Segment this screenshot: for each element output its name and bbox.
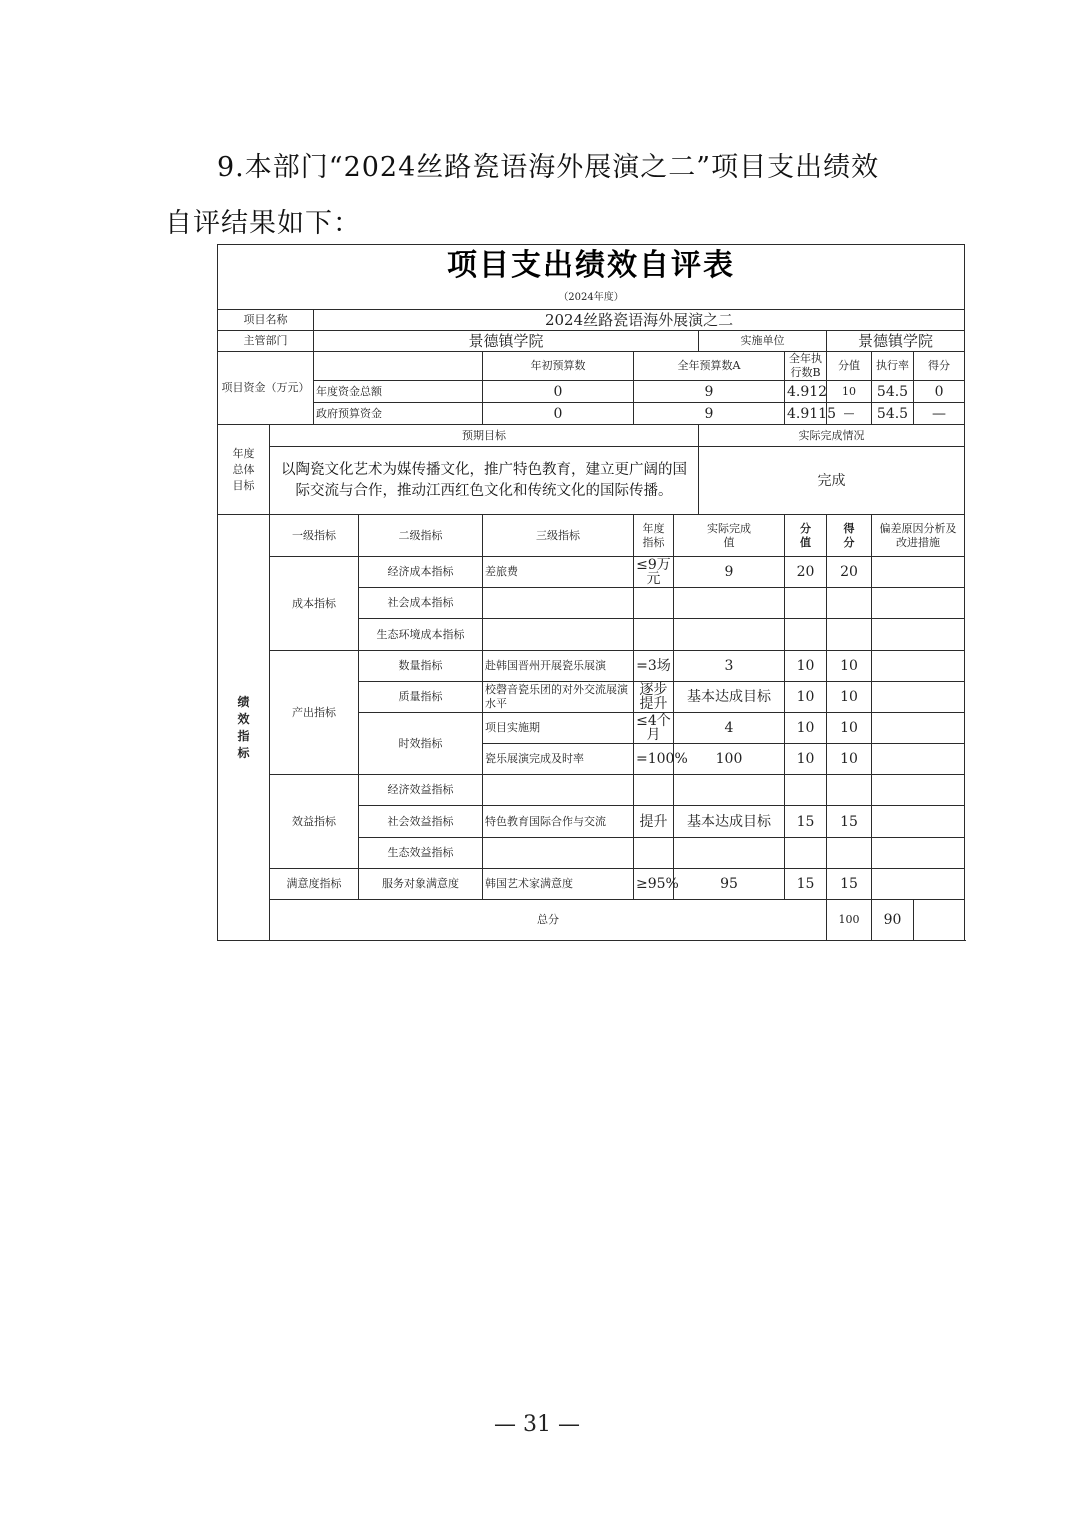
level2: 社会成本指标 xyxy=(359,588,483,619)
target: ≥95% xyxy=(634,869,674,900)
funds-header: 执行率 xyxy=(872,352,914,381)
value: 10 xyxy=(785,713,827,744)
intro-paragraph xyxy=(165,140,925,252)
level2: 生态环境成本指标 xyxy=(359,619,483,651)
score: 10 xyxy=(827,682,872,713)
perf-header xyxy=(674,515,785,557)
level2: 经济成本指标 xyxy=(359,557,483,588)
level2: 服务对象满意度 xyxy=(359,869,483,900)
actual: 9 xyxy=(674,557,785,588)
perf-label-text: 绩效指标 xyxy=(237,694,250,760)
note xyxy=(872,682,965,713)
funds-row-name: 政府预算资金 xyxy=(314,403,483,425)
actual: 3 xyxy=(674,651,785,682)
funds-label: 项目资金（万元） xyxy=(218,352,314,425)
level1-cost: 成本指标 xyxy=(270,557,359,651)
actual: 基本达成目标 xyxy=(674,806,785,838)
note xyxy=(872,869,965,900)
value: 10 xyxy=(785,744,827,775)
funds-header: 分值 xyxy=(827,352,872,381)
score: 20 xyxy=(827,557,872,588)
dept-value: 景德镇学院 xyxy=(314,331,699,352)
level2: 质量指标 xyxy=(359,682,483,713)
total-value: 100 xyxy=(827,900,872,941)
score: 10 xyxy=(827,713,872,744)
total-note xyxy=(914,900,965,941)
target: =3场 xyxy=(634,651,674,682)
funds-row-name: 年度资金总额 xyxy=(314,381,483,403)
perf-header: 一级指标 xyxy=(270,515,359,557)
goal-label xyxy=(218,425,270,515)
score: 10 xyxy=(827,744,872,775)
level2: 社会效益指标 xyxy=(359,806,483,838)
total-score: 90 xyxy=(872,900,914,941)
goal-expected-text: 以陶瓷文化艺术为媒传播文化，推广特色教育，建立更广阔的国际交流与合作，推动江西红色文化和传统文化的国际传播。 xyxy=(270,447,699,515)
perf-header: 二级指标 xyxy=(359,515,483,557)
perf-header: 三级指标 xyxy=(483,515,634,557)
level3: 特色教育国际合作与交流 xyxy=(483,806,634,838)
impl-unit-label: 实施单位 xyxy=(699,331,827,352)
perf-header-text: 分值 xyxy=(800,521,811,549)
self-evaluation-table-wrapper xyxy=(217,244,964,944)
dept-label: 主管部门 xyxy=(218,331,314,352)
target: 提升 xyxy=(634,806,674,838)
level3: 瓷乐展演完成及时率 xyxy=(483,744,634,775)
impl-unit-value: 景德镇学院 xyxy=(827,331,965,352)
funds-header: 年初预算数 xyxy=(483,352,634,381)
funds-initial: 0 xyxy=(483,381,634,403)
level2: 数量指标 xyxy=(359,651,483,682)
value: 10 xyxy=(785,651,827,682)
table-title: 项目支出绩效自评表 xyxy=(218,245,965,287)
target: ≤4个月 xyxy=(634,713,674,744)
actual: 100 xyxy=(674,744,785,775)
page-number: — 31 — xyxy=(494,1412,580,1437)
funds-executed: 4.912 xyxy=(785,381,827,403)
target: =100% xyxy=(634,744,674,775)
level3: 韩国艺术家满意度 xyxy=(483,869,634,900)
funds-score: — xyxy=(914,403,965,425)
score: 10 xyxy=(827,651,872,682)
funds-score: 0 xyxy=(914,381,965,403)
level1-output: 产出指标 xyxy=(270,651,359,775)
funds-score-value: — xyxy=(827,403,872,425)
perf-header-text: 得分 xyxy=(843,521,855,549)
perf-header-text: 偏差原因分析及改进措施 xyxy=(879,521,957,549)
level1-benefit: 效益指标 xyxy=(270,775,359,869)
level3: 项目实施期 xyxy=(483,713,634,744)
note xyxy=(872,744,965,775)
funds-initial: 0 xyxy=(483,403,634,425)
target: ≤9万元 xyxy=(634,557,674,588)
level3: 赴韩国晋州开展瓷乐展演 xyxy=(483,651,634,682)
funds-header: 得分 xyxy=(914,352,965,381)
total-label: 总分 xyxy=(270,900,827,941)
intro-line-2: 自评结果如下： xyxy=(165,208,361,239)
self-evaluation-table xyxy=(217,244,965,941)
perf-header xyxy=(827,515,872,557)
perf-header-text: 年度指标 xyxy=(642,521,665,549)
funds-header: 全年执行数B xyxy=(785,352,827,381)
target: 逐步提升 xyxy=(634,682,674,713)
note xyxy=(872,557,965,588)
intro-line-1: 9.本部门“2024丝路瓷语海外展演之二”项目支出绩效 xyxy=(217,152,880,183)
funds-rate: 54.5 xyxy=(872,403,914,425)
perf-header xyxy=(785,515,827,557)
project-name-label: 项目名称 xyxy=(218,310,314,331)
note xyxy=(872,713,965,744)
funds-annual: 9 xyxy=(634,403,785,425)
score: 15 xyxy=(827,806,872,838)
perf-header-text: 实际完成值 xyxy=(707,521,751,549)
actual: 4 xyxy=(674,713,785,744)
actual: 95 xyxy=(674,869,785,900)
level2: 生态效益指标 xyxy=(359,838,483,869)
perf-header xyxy=(872,515,965,557)
goal-actual-header: 实际完成情况 xyxy=(699,425,965,447)
value: 15 xyxy=(785,869,827,900)
level3: 差旅费 xyxy=(483,557,634,588)
table-year: （2024年度） xyxy=(218,287,965,310)
note xyxy=(872,651,965,682)
score: 15 xyxy=(827,869,872,900)
value: 10 xyxy=(785,682,827,713)
goal-expected-header: 预期目标 xyxy=(270,425,699,447)
funds-score-value: 10 xyxy=(827,381,872,403)
project-name: 2024丝路瓷语海外展演之二 xyxy=(314,310,965,331)
goal-actual-text: 完成 xyxy=(699,447,965,515)
perf-header xyxy=(634,515,674,557)
level3: 校磬音瓷乐团的对外交流展演水平 xyxy=(483,682,634,713)
funds-annual: 9 xyxy=(634,381,785,403)
actual: 基本达成目标 xyxy=(674,682,785,713)
goal-label-text: 年度总体目标 xyxy=(232,446,255,492)
note xyxy=(872,806,965,838)
perf-label xyxy=(218,515,270,941)
funds-header: 全年预算数A xyxy=(634,352,785,381)
funds-executed: 4.9115 xyxy=(785,403,827,425)
level1-satisfaction: 满意度指标 xyxy=(270,869,359,900)
level2: 时效指标 xyxy=(359,713,483,775)
value: 15 xyxy=(785,806,827,838)
funds-rate: 54.5 xyxy=(872,381,914,403)
level2: 经济效益指标 xyxy=(359,775,483,806)
value: 20 xyxy=(785,557,827,588)
